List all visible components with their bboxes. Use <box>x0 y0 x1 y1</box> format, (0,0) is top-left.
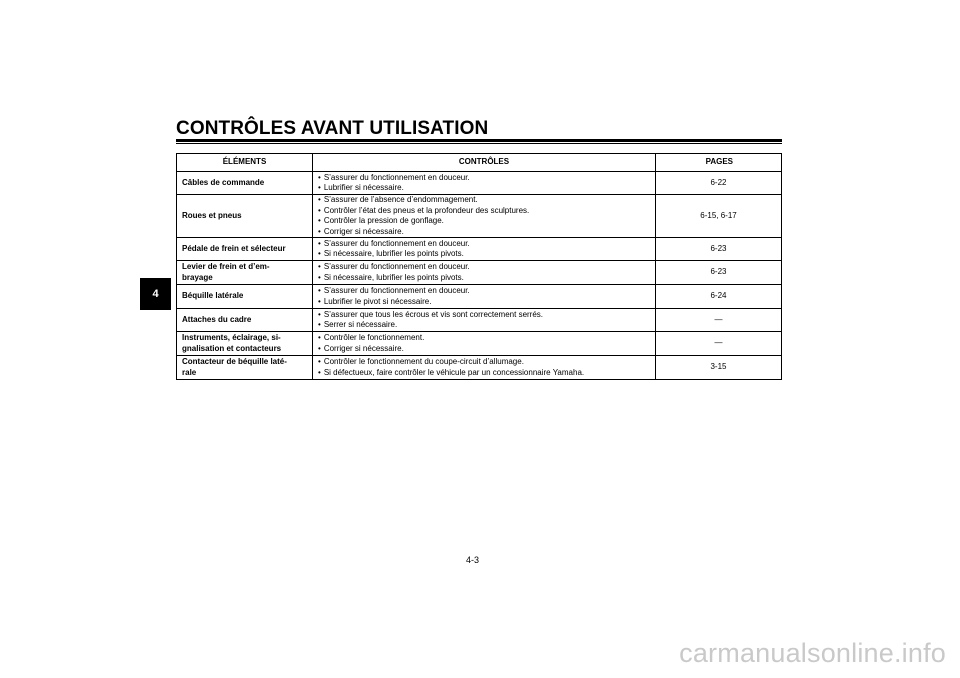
header-elements: ÉLÉMENTS <box>177 154 313 172</box>
row-pages: 3-15 <box>656 356 782 380</box>
check-item: • S’assurer du fonctionnement en douceur. <box>318 239 650 250</box>
row-checks <box>313 172 656 195</box>
check-item: • Corriger si nécessaire. <box>318 344 650 355</box>
row-element: Béquille latérale <box>177 285 313 309</box>
row-element: Roues et pneus <box>177 195 313 238</box>
row-pages: 6-22 <box>656 172 782 195</box>
check-item: • Lubrifier si nécessaire. <box>318 183 650 194</box>
table-header-row <box>177 154 782 172</box>
row-element-line: brayage <box>182 272 213 282</box>
row-element-line: gnalisation et contacteurs <box>182 343 282 353</box>
row-pages: — <box>656 332 782 356</box>
row-element-line: Contacteur de béquille laté- <box>182 357 287 366</box>
row-checks <box>313 238 656 261</box>
header-controles: CONTRÔLES <box>313 154 656 172</box>
header-pages: PAGES <box>656 154 782 172</box>
check-item: • Si nécessaire, lubrifier les points pivots. <box>318 273 650 284</box>
check-item: • Si défectueux, faire contrôler le véhicule par un concessionnaire Yamaha. <box>318 368 650 379</box>
check-item: • S’assurer du fonctionnement en douceur. <box>318 262 650 273</box>
pre-operation-checks-table <box>176 153 782 380</box>
row-pages: — <box>656 309 782 332</box>
table-row <box>177 238 782 261</box>
table-row <box>177 195 782 238</box>
row-checks <box>313 261 656 285</box>
row-pages: 6-24 <box>656 285 782 309</box>
row-element-line: rale <box>182 367 197 377</box>
check-item: • S’assurer du fonctionnement en douceur. <box>318 286 650 297</box>
row-element <box>177 332 313 356</box>
check-item: • Contrôler la pression de gonflage. <box>318 216 650 227</box>
chapter-tab: 4 <box>140 278 171 310</box>
row-checks <box>313 195 656 238</box>
check-item: • Si nécessaire, lubrifier les points pivots. <box>318 249 650 260</box>
row-element-line: Levier de frein et d’em- <box>182 262 270 271</box>
row-element: Pédale de frein et sélecteur <box>177 238 313 261</box>
row-pages: 6-23 <box>656 238 782 261</box>
row-element-line: Instruments, éclairage, si- <box>182 333 281 342</box>
row-checks <box>313 332 656 356</box>
row-pages: 6-23 <box>656 261 782 285</box>
watermark: carmanualsonline.info <box>679 638 946 668</box>
row-checks <box>313 309 656 332</box>
table-row <box>177 309 782 332</box>
check-item: • Lubrifier le pivot si nécessaire. <box>318 297 650 308</box>
row-checks <box>313 356 656 380</box>
row-element: Attaches du cadre <box>177 309 313 332</box>
page-number: 4-3 <box>466 555 480 565</box>
table-row <box>177 356 782 380</box>
table-row <box>177 332 782 356</box>
check-item: • Corriger si nécessaire. <box>318 227 650 238</box>
row-element <box>177 356 313 380</box>
check-item: • Contrôler le fonctionnement. <box>318 333 650 344</box>
table-row <box>177 172 782 195</box>
check-item: • Contrôler le fonctionnement du coupe-circuit d’allumage. <box>318 357 650 368</box>
table-row <box>177 285 782 309</box>
check-item: • S’assurer que tous les écrous et vis sont correctement serrés. <box>318 310 650 321</box>
row-pages: 6-15, 6-17 <box>656 195 782 238</box>
title-rule-thin <box>176 143 782 144</box>
page-title: CONTRÔLES AVANT UTILISATION <box>176 118 489 139</box>
check-item: • Serrer si nécessaire. <box>318 320 650 331</box>
row-element <box>177 261 313 285</box>
table-row <box>177 261 782 285</box>
check-item: • S’assurer du fonctionnement en douceur. <box>318 173 650 184</box>
title-rule-thick <box>176 139 782 142</box>
row-checks <box>313 285 656 309</box>
row-element: Câbles de commande <box>177 172 313 195</box>
check-item: • S’assurer de l’absence d’endommagement. <box>318 195 650 206</box>
check-item: • Contrôler l’état des pneus et la profondeur des sculptures. <box>318 206 650 217</box>
